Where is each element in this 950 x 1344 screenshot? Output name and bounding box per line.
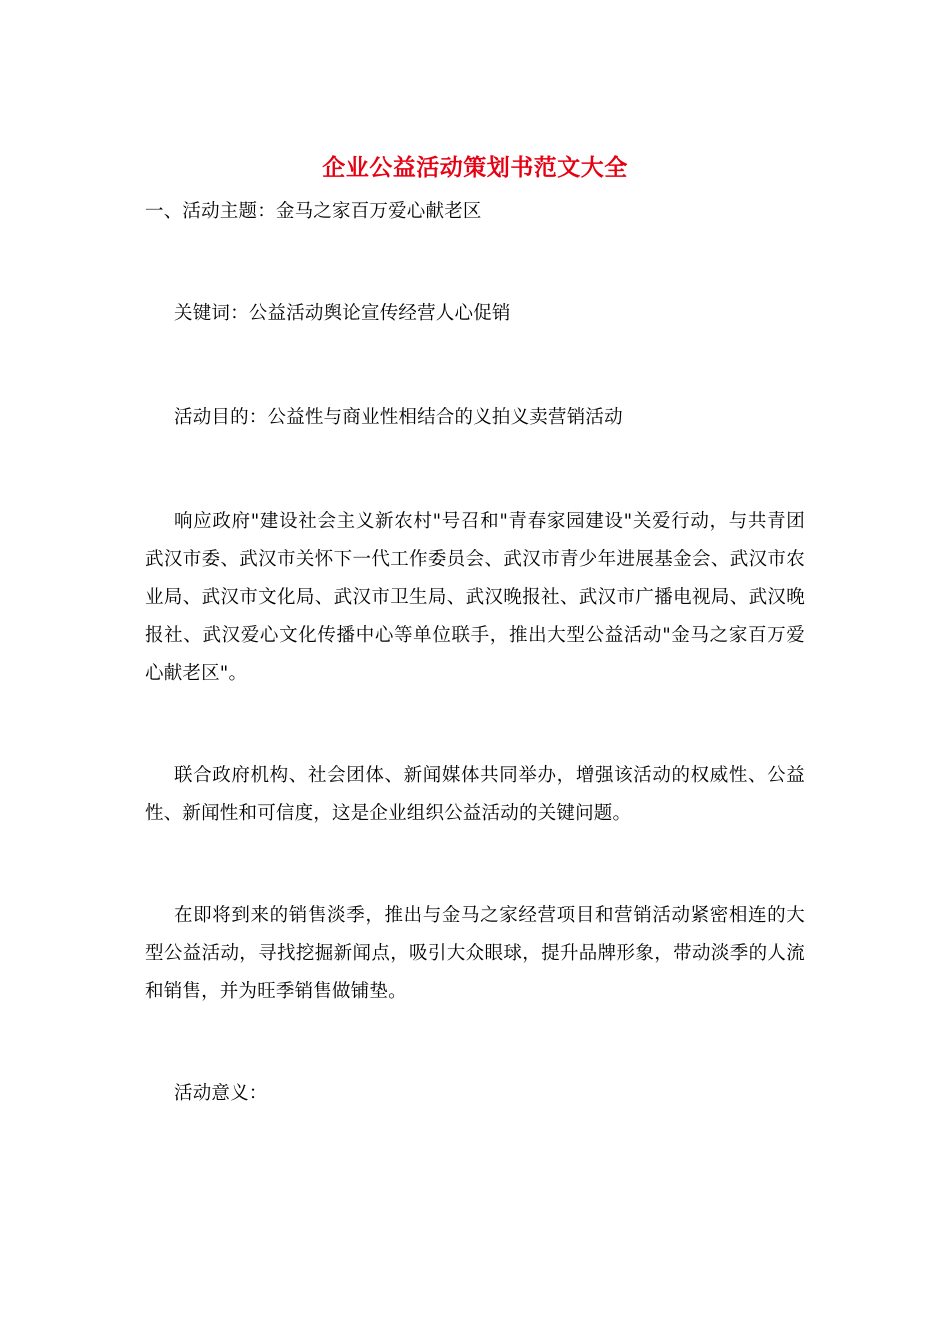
section-heading-theme: 一、活动主题：金马之家百万爱心献老区 [145,201,482,222]
body-paragraph-response: 响应政府"建设社会主义新农村"号召和"青春家园建设"关爱行动，与共青团武汉市委、武汉市关怀下一代工作委员会、武汉市青少年进展基金会、武汉市农业局、武汉市文化局、武汉市卫生局、武汉晚报社、武汉市广播电视局、武汉晚报社、武汉爱心文化传播中心等单位联手，推出大型公益活动"金马之家百万爱心献老区"。 [145,511,805,684]
keywords-paragraph: 关键词：公益活动舆论宣传经营人心促销 [174,303,511,324]
purpose-paragraph: 活动目的：公益性与商业性相结合的义拍义卖营销活动 [174,407,623,428]
body-paragraph-joint: 联合政府机构、社会团体、新闻媒体共同举办，增强该活动的权威性、公益性、新闻性和可信度，这是企业组织公益活动的关键问题。 [145,765,805,824]
body-paragraph-offseason: 在即将到来的销售淡季，推出与金马之家经营项目和营销活动紧密相连的大型公益活动，寻找挖掘新闻点，吸引大众眼球，提升品牌形象，带动淡季的人流和销售，并为旺季销售做铺垫。 [145,905,805,1002]
significance-heading: 活动意义： [174,1083,268,1104]
document-title: 企业公益活动策划书范文大全 [322,154,628,181]
